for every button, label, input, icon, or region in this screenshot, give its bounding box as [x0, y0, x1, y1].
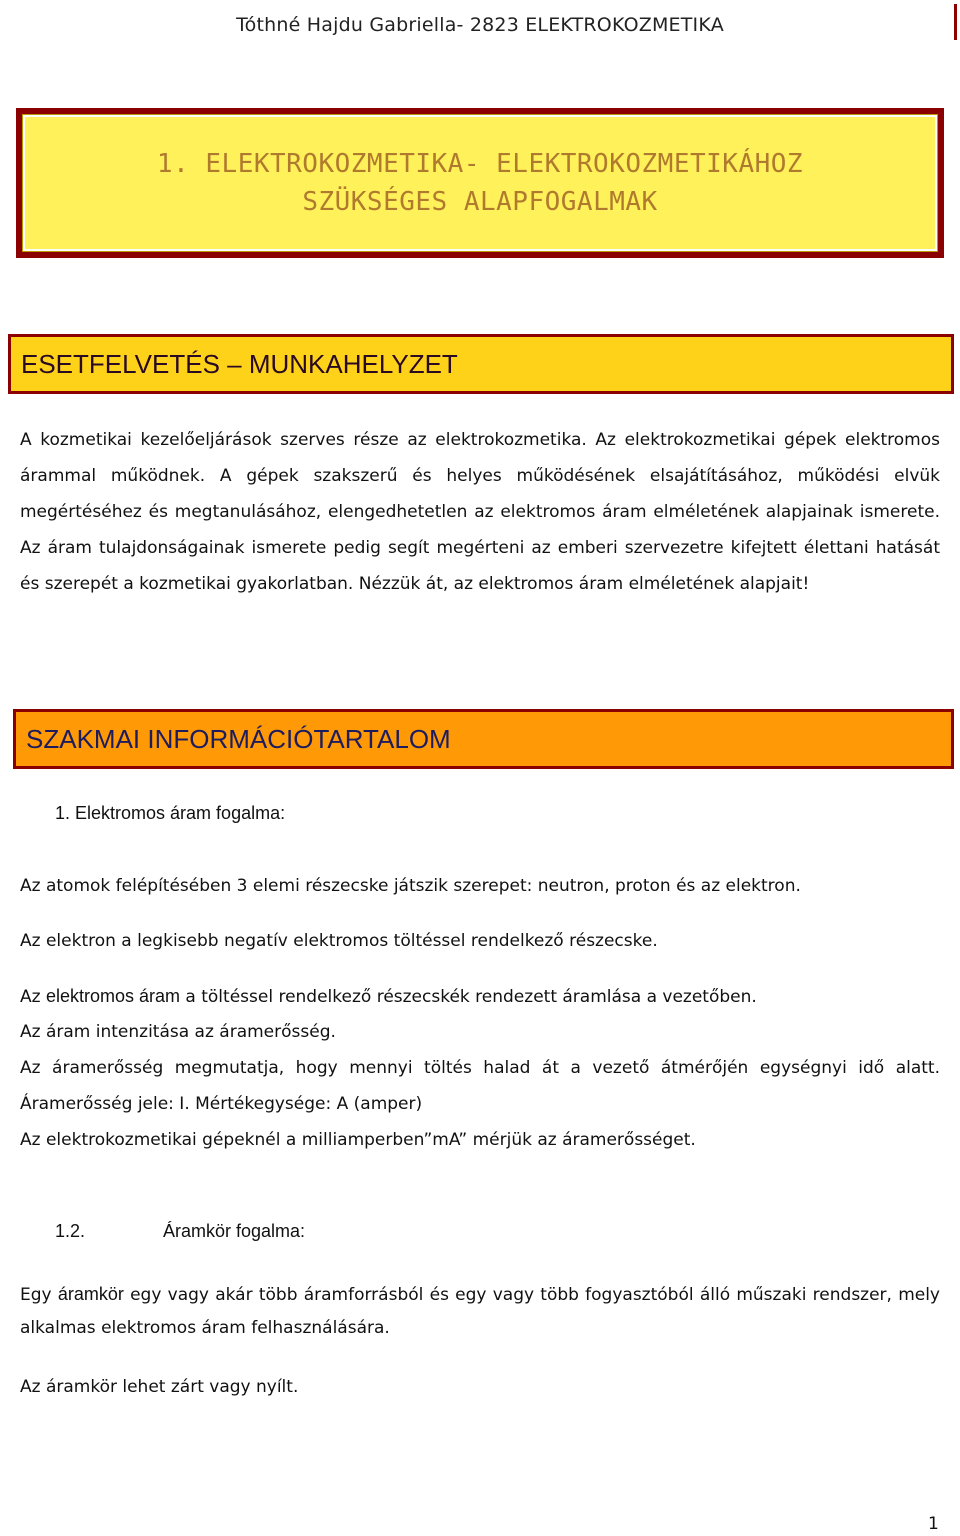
- text-line-electron: Az elektron a legkisebb negatív elektromos töltéssel rendelkező részecske.: [20, 931, 658, 951]
- circuit-paragraph: [20, 1278, 940, 1345]
- section-heading-esetfelvetes: ESETFELVETÉS – MUNKAHELYZET: [8, 334, 954, 394]
- intro-paragraph: A kozmetikai kezelőeljárások szerves része az elektrokozmetika. Az elektrokozmetikai gépek elektromos árammal működnek. A gépek szakszerű és helyes működésének elsajátításához, működési elvük megértéséhez és megtanulásához, elengedhetetlen az elektromos áram elméletének alapjainak ismerete. Az áram tulajdonságainak ismerete pedig segít megérteni az emberi szervezetre kifejtett élettani hatását és szerepét a kozmetikai gyakorlatban. Nézzük át, az elektromos áram elméletének alapjait!: [20, 430, 940, 594]
- text-line-intensity: Az áram intenzitása az áramerősség.: [20, 1022, 336, 1042]
- chapter-title: [23, 115, 937, 251]
- text-span: Egy: [20, 1285, 58, 1305]
- text-line-current-definition: [20, 986, 757, 1007]
- page-header: Tóthné Hajdu Gabriella- 2823 ELEKTROKOZMETIKA: [236, 14, 724, 36]
- subsection-number-1-2: 1.2.: [55, 1221, 86, 1241]
- text-paragraph-amperage: Az áramerősség megmutatja, hogy mennyi töltés halad át a vezető átmérőjén egységnyi idő alatt. Áramerősség jele: I. Mértékegysége: A (amper): [20, 1058, 940, 1114]
- chapter-title-line2: SZÜKSÉGES ALAPFOGALMAK: [302, 187, 658, 217]
- subsection-heading-1: 1. Elektromos áram fogalma:: [55, 803, 286, 823]
- text-line-milliamper: Az elektrokozmetikai gépeknél a milliamperben”mA” mérjük az áramerősséget.: [20, 1130, 696, 1150]
- section-heading-szakmai: SZAKMAI INFORMÁCIÓTARTALOM: [13, 709, 954, 769]
- chapter-title-box: [16, 108, 944, 258]
- text-span: Az: [20, 987, 46, 1007]
- text-span: egy vagy akár több áramforrásból és egy vagy több fogyasztóból álló műszaki rendszer, mely alkalmas elektromos áram felhasználására.: [20, 1285, 940, 1338]
- chapter-title-line1: 1. ELEKTROKOZMETIKA- ELEKTROKOZMETIKÁHOZ: [156, 149, 804, 179]
- subsection-heading-1-2: Áramkör fogalma:: [163, 1221, 306, 1241]
- text-line-atoms: Az atomok felépítésében 3 elemi részecske játszik szerepet: neutron, proton és az elektron.: [20, 876, 801, 896]
- page-number: 1: [928, 1514, 939, 1534]
- term-aramkor: áramkör: [57, 1284, 124, 1304]
- text-line-circuit-types: Az áramkör lehet zárt vagy nyílt.: [20, 1377, 299, 1397]
- term-elektromos-aram: elektromos áram: [45, 986, 181, 1006]
- text-span: a töltéssel rendelkező részecskék rendezett áramlása a vezetőben.: [180, 987, 757, 1007]
